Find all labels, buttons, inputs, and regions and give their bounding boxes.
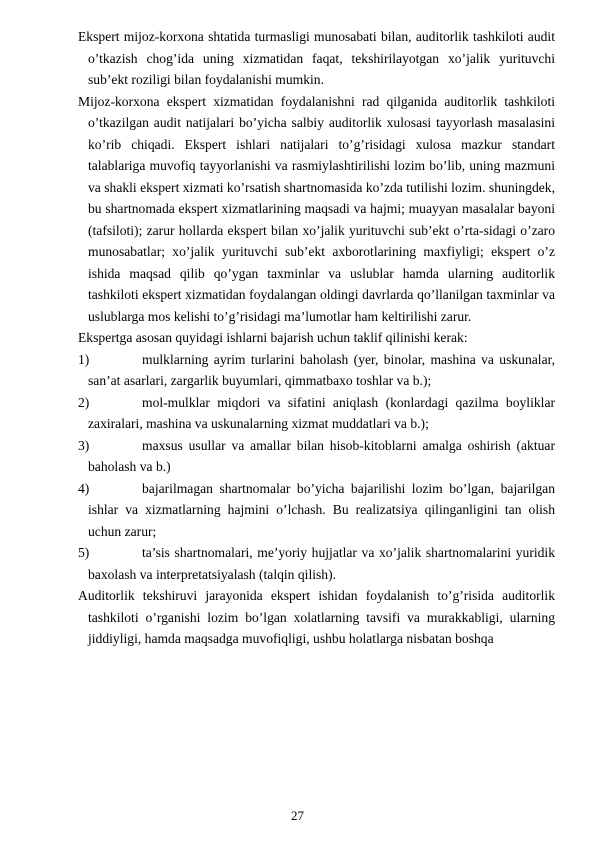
list-item [78,349,555,392]
list-item-text: mol-mulklar miqdori va sifatini aniqlash (konlardagi qazilma boyliklar zaxiralari, mashina va uskunalarning xizmat muddatlari va b.); [88,394,555,431]
page-number: 27 [291,808,304,823]
list-item-text: ta’sis shartnomalari, me’yoriy hujjatlar va xo’jalik shartnomalarini yuridik baxolash va interpretatsiyalash (talqin qilish). [88,545,555,582]
paragraph-expert-consent: Ekspert mijoz-korxona shtatida turmasligi munosabati bilan, auditorlik tashkiloti audit o’tkazish chog’ida uning xizmatidan faqat, tekshirilayotgan xo’jalik yurituvchi sub’ekt roziligi bilan foydalanishi mumkin. [78,29,555,87]
list-item-number: 4) [78,480,90,496]
document-body [78,26,555,650]
list-item [78,478,555,543]
paragraph-audit-process: Auditorlik tekshiruvi jarayonida ekspert ishidan foydalanish to’g’risida auditorlik tashkiloti o’rganishi lozim bo’lgan xolatlarning tavsifi va murakkabligi, ularning jiddiyligi, hamda maqsadga muvofiqligi, ushbu holatlarga nisbatan boshqa [78,588,555,646]
list-item-number: 1) [78,351,90,367]
list-item [78,392,555,435]
paragraph-list-intro: Ekspertga asosan quyidagi ishlarni bajarish uchun taklif qilinishi kerak: [78,330,468,345]
list-item-text: maxsus usullar va amallar bilan hisob-kitoblarni amalga oshirish (aktuar baholash va b.) [88,437,555,474]
numbered-list [78,349,555,586]
list-item-number: 5) [78,545,90,560]
list-item-number: 2) [78,394,90,410]
list-item-text: mulklarning ayrim turlarini baholash (yer, binolar, mashina va uskunalar, san’at asarlari, zargarlik buyumlari, qimmatbaxo toshlar va b.); [88,351,555,388]
list-item-text: bajarilmagan shartnomalar bo’yicha bajarilishi lozim bo’lgan, bajarilgan ishlar va xizmatlarning hajmini o’lchash. Bu realizatsiya qilinganligini tan olish uchun zarur; [88,480,555,539]
list-item [78,542,555,585]
paragraph-refusal: Mijoz-korxona ekspert xizmatidan foydalanishni rad qilganida auditorlik tashkiloti o’tkazilgan audit natijalari bo’yicha salbiy auditorlik xulosasi tayyorlash masalasini ko’rib chiqadi. Ekspert ishlari natijalari to’g’risidagi xulosa mazkur standart talablariga muvofiq tayyorlanishi va rasmiylashtirilishi lozim bo’lib, uning mazmuni va shakli ekspert xizmati ko’rsatish shartnomasida ko’zda tutilishi lozim. shuningdek, bu shartnomada ekspert xizmatlarining maqsadi va hajmi; muayyan masalalar bayoni (tafsiloti); zarur hollarda ekspert bilan xo’jalik yurituvchi sub’ekt o’rta-sidagi o’zaro munosabatlar; xo’jalik yurituvchi sub’ekt axborotlarining maxfiyligi; ekspert o’z ishida maqsad qilib qo’ygan taxminlar va uslublar hamda ularning auditorlik tashkiloti ekspert xizmatidan foydalangan oldingi davrlarda qo’llanilgan taxminlar va uslublarga mos kelishi to’g’risidagi ma’lumotlar ham keltirilishi zarur. [78,93,556,324]
list-item-number: 3) [78,437,90,453]
list-item [78,435,555,478]
